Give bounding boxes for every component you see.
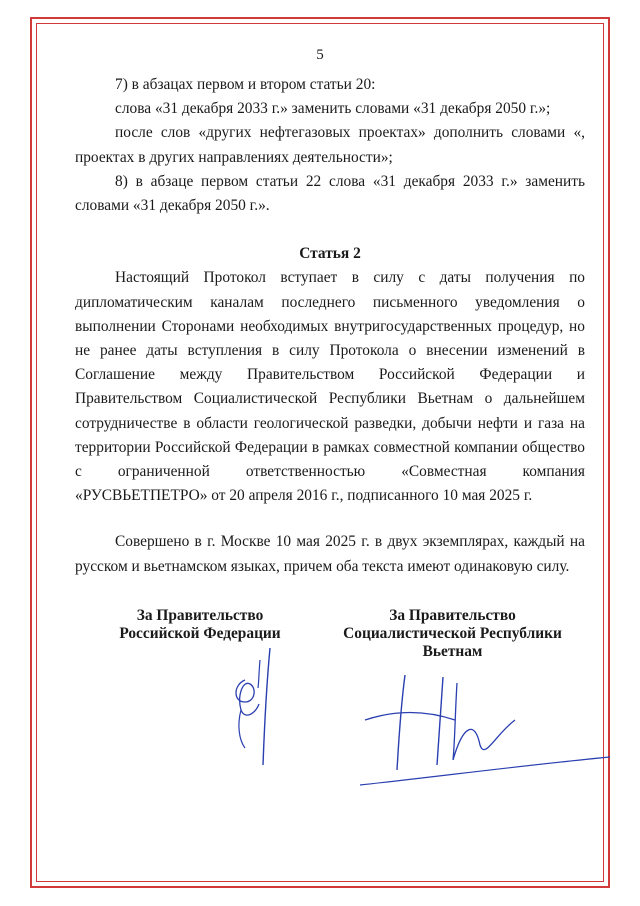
signature-block-russia [110,607,290,643]
paragraph: слова «31 декабря 2033 г.» заменить словами «31 декабря 2050 г.»; [115,100,551,118]
signature-block-vietnam [330,607,575,661]
paragraph: 8) в абзаце первом статьи 22 слова «31 декабря 2033 г.» заменить словами «31 декабря 2050 г.». [75,172,585,215]
signature-russia-icon [215,640,295,770]
article-body: Настоящий Протокол вступает в силу с даты получения по дипломатическим каналам последнего письменного уведомления о выполнении Сторонами необходимых внутригосударственных процедур, но не ранее даты вступления в силу Протокола о внесении изменений в Соглашение между Правительством Российской Федерации и Правительством Социалистической Республики Вьетнам о дальнейшем сотрудничестве в области геологической разведки, добычи нефти и газа на территории Российской Федерации в рамках совместной компании общество с ограниченной ответственностью «Совместная компания «РУСВЬЕТПЕТРО» от 20 апреля 2016 г., подписанного 10 мая 2025 г. [75,269,585,505]
signature-label: Вьетнам [422,643,483,660]
article-title: Статья 2 [299,245,361,263]
signature-label: За Правительство [389,607,516,624]
signature-vietnam-icon [355,665,615,795]
paragraph: 7) в абзацах первом и втором статьи 20: [115,76,376,93]
signature-label: Социалистической Республики [343,625,562,642]
signature-label: За Правительство [136,607,264,624]
closing-paragraph: Совершено в г. Москве 10 мая 2025 г. в двух экземплярах, каждый на русском и вьетнамском языках, причем оба текста имеют одинаковую силу. [75,533,585,575]
page-number: 5 [316,47,324,63]
signature-label: Российской Федерации [119,625,281,642]
paragraph: после слов «других нефтегазовых проектах» дополнить словами «, проектах в других направлениях деятельности»; [75,124,585,166]
spacer [75,508,585,530]
document-body [75,73,585,579]
